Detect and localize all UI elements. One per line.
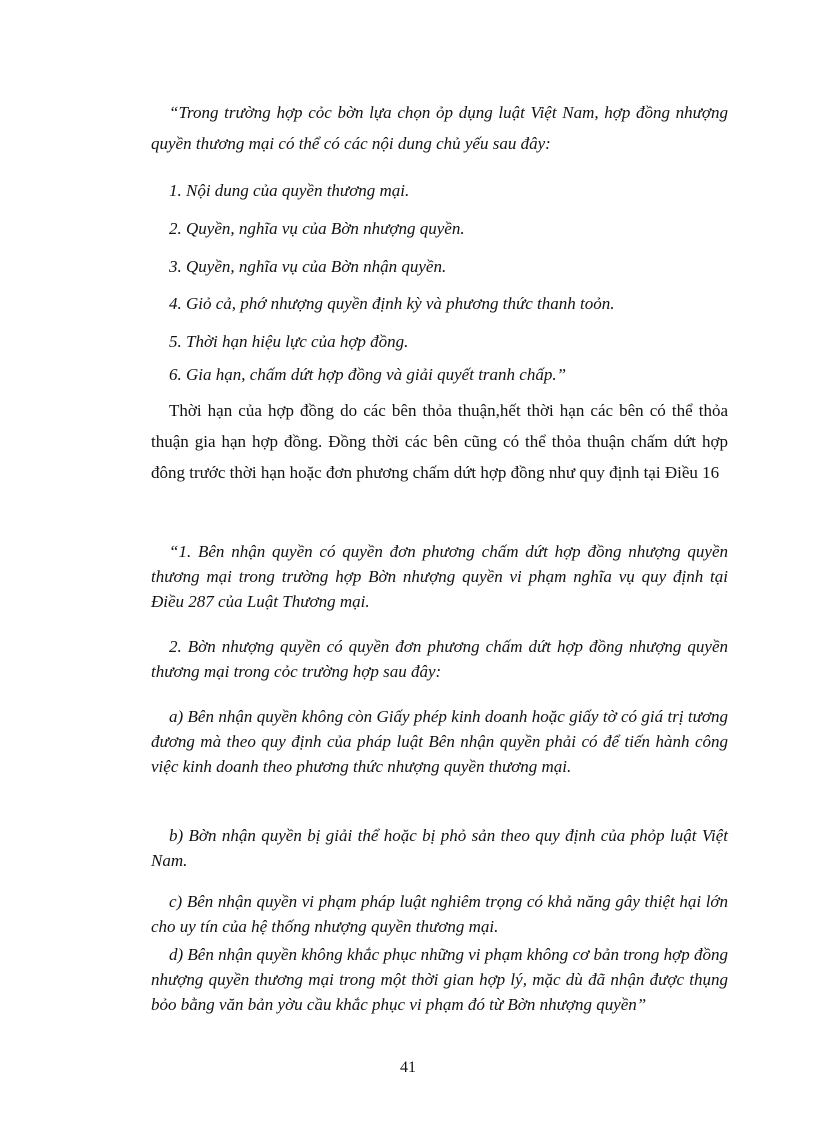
quote-intro: “Trong trường hợp cỏc bờn lựa chọn ỏp dụng luật Việt Nam, hợp đồng nhượng quyền thương mại có thể có các nội dung chủ yếu sau đây: <box>151 103 728 153</box>
quote-list-item-1: 1. Nội dung của quyền thương mại. <box>169 181 410 200</box>
quote-list-item-6: 6. Gia hạn, chấm dứt hợp đồng và giải quyết tranh chấp.” <box>169 365 567 384</box>
quote-list-item-2: 2. Quyền, nghĩa vụ của Bờn nhượng quyền. <box>169 219 465 238</box>
quote-list-item-5: 5. Thời hạn hiệu lực của hợp đồng. <box>169 332 409 351</box>
page-number: 41 <box>400 1059 416 1076</box>
article-point-c: c) Bên nhận quyền vi phạm pháp luật nghiêm trọng có khả năng gây thiệt hại lớn cho uy tín của hệ thống nhượng quyền thương mại. <box>151 892 728 936</box>
article-clause-2: 2. Bờn nhượng quyền có quyền đơn phương chấm dứt hợp đồng nhượng quyền thương mại trong cỏc trường hợp sau đây: <box>151 637 728 681</box>
body-paragraph: Thời hạn của hợp đồng do các bên thỏa thuận,hết thời hạn các bên có thể thỏa thuận gia hạn hợp đồng. Đồng thời các bên cũng có thể thỏa thuận chấm dứt hợp đông trước thời hạn hoặc đơn phương chấm dứt hợp đồng như quy định tại Điều 16 <box>151 401 728 482</box>
article-point-b: b) Bờn nhận quyền bị giải thể hoặc bị phỏ sản theo quy định của phỏp luật Việt Nam. <box>151 826 728 870</box>
quote-list-item-3: 3. Quyền, nghĩa vụ của Bờn nhận quyền. <box>169 257 447 276</box>
article-point-d: d) Bên nhận quyền không khắc phục những vi phạm không cơ bản trong hợp đồng nhượng quyền thương mại trong một thời gian hợp lý, mặc dù đã nhận được thụng bỏo bằng văn bản yờu cầu khắc phục vi phạm đó từ Bờn nhượng quyền” <box>151 945 728 1014</box>
quote-list-item-4: 4. Giỏ cả, phớ nhượng quyền định kỳ và phương thức thanh toỏn. <box>169 294 615 313</box>
article-clause-1: “1. Bên nhận quyền có quyền đơn phương chấm dứt hợp đồng nhượng quyền thương mại trong trường hợp Bờn nhượng quyền vi phạm nghĩa vụ quy định tại Điều 287 của Luật Thương mại. <box>151 542 728 611</box>
article-point-a: a) Bên nhận quyền không còn Giấy phép kinh doanh hoặc giấy tờ có giá trị tương đương mà theo quy định của pháp luật Bên nhận quyền phải có để tiến hành công việc kinh doanh theo phương thức nhượng quyền thương mại. <box>151 707 728 776</box>
